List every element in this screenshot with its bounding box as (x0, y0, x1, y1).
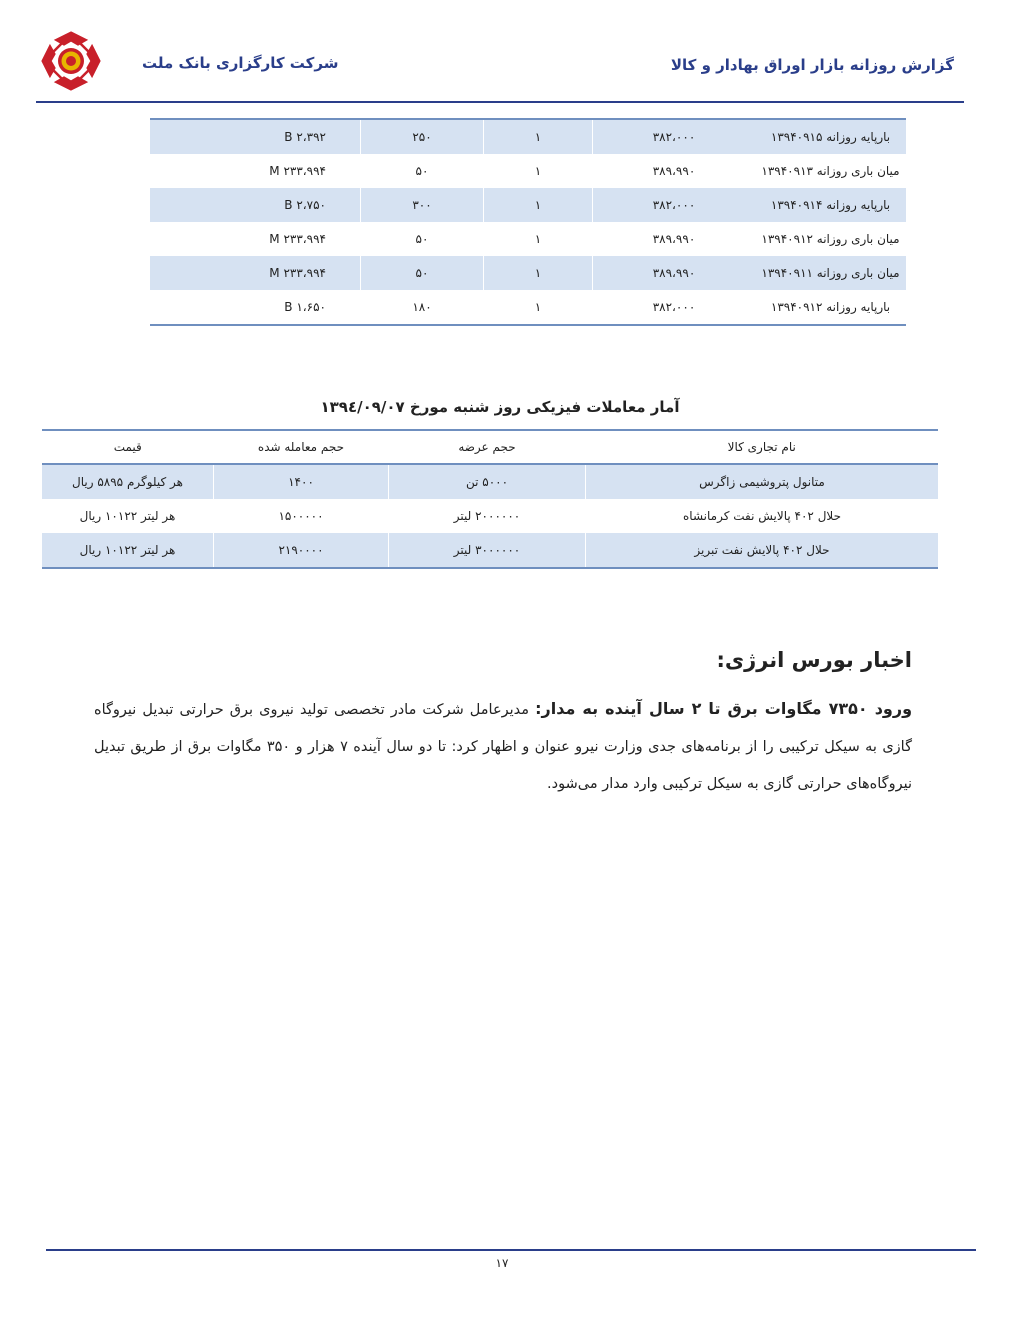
price-cell: ۳۸۹،۹۹۰ (593, 222, 756, 256)
physical-trades-table (42, 429, 938, 569)
volume-cell: ۵۰ (361, 154, 484, 188)
footer-divider (46, 1249, 976, 1251)
header-commodity-name: نام تجاری کالا (586, 430, 939, 464)
contract-name-cell: میان باری روزانه ۱۳۹۴۰۹۱۳ (761, 164, 900, 178)
commodity-name-cell: حلال ۴۰۲ پالایش نفت کرمانشاه (683, 509, 841, 523)
table-row (150, 222, 906, 256)
traded-volume-cell: ۲۱۹۰۰۰۰ (214, 533, 389, 568)
company-name: شرکت کارگزاری بانک ملت (142, 54, 339, 72)
count-cell: ۱ (484, 188, 593, 222)
news-lead: ورود ۷۳۵۰ مگاوات برق تا ۲ سال آینده به مدار: (535, 699, 913, 718)
header-divider (36, 101, 964, 103)
price-cell: ۳۸۲،۰۰۰ (593, 188, 756, 222)
traded-volume-cell: ۱۵۰۰۰۰۰ (214, 499, 389, 533)
table-row (150, 256, 906, 290)
volume-cell: ۲۵۰ (361, 119, 484, 154)
price-cell: ۳۸۲،۰۰۰ (593, 290, 756, 325)
price-cell: ۳۸۹،۹۹۰ (593, 256, 756, 290)
count-cell: ۱ (484, 290, 593, 325)
table-row (42, 464, 938, 499)
table-row (150, 119, 906, 154)
price-cell: هر کیلوگرم ۵۸۹۵ ریال (42, 464, 214, 499)
energy-news-paragraph (94, 690, 912, 803)
physical-trades-title: آمار معاملات فیزیکی روز شنبه مورخ ۱۳۹٤/۰۹/۰۷ (320, 398, 680, 416)
price-cell: هر لیتر ۱۰۱۲۲ ریال (42, 533, 214, 568)
table-row (150, 154, 906, 188)
volume-cell: ۳۰۰ (361, 188, 484, 222)
header-offer-volume: حجم عرضه (389, 430, 586, 464)
energy-news-heading: اخبار بورس انرژی: (716, 648, 912, 672)
count-cell: ۱ (484, 222, 593, 256)
volume-cell: ۱۸۰ (361, 290, 484, 325)
header-traded-volume: حجم معامله شده (214, 430, 389, 464)
table-row (42, 533, 938, 568)
price-cell: ۳۸۹،۹۹۰ (593, 154, 756, 188)
value-cell: ۱،۶۵۰ B (150, 290, 361, 325)
value-cell: ۲،۷۵۰ B (150, 188, 361, 222)
offer-volume-cell: ۵۰۰۰ تن (389, 464, 586, 499)
contract-name-cell: میان باری روزانه ۱۳۹۴۰۹۱۱ (755, 256, 906, 290)
electricity-trades-table (150, 118, 906, 326)
contract-name-cell: میان باری روزانه ۱۳۹۴۰۹۱۲ (761, 232, 900, 246)
page-number: ۱۷ (495, 1256, 509, 1270)
count-cell: ۱ (484, 119, 593, 154)
commodity-name-cell: متانول پتروشیمی زاگرس (586, 464, 939, 499)
table-row (150, 188, 906, 222)
count-cell: ۱ (484, 256, 593, 290)
report-title: گزارش روزانه بازار اوراق بهادار و کالا (670, 56, 954, 74)
news-body-text: مدیرعامل شرکت مادر تخصصی تولید نیروی برق حرارتی تبدیل نیروگاه گازی به سیکل ترکیبی را از برنامه‌های جدی وزارت نیرو عنوان و اظهار کرد: تا دو سال آینده ۷ هزار و ۳۵۰ مگاوات برق از طریق تبدیل نیروگاه‌های حرارتی گازی به سیکل ترکیبی وارد مدار می‌شود. (94, 702, 912, 792)
value-cell: ۲،۳۹۲ B (150, 119, 361, 154)
commodity-name-cell: حلال ۴۰۲ پالایش نفت تبریز (586, 533, 939, 568)
contract-name-cell: بارپایه روزانه ۱۳۹۴۰۹۱۲ (755, 290, 906, 325)
offer-volume-cell: ۳۰۰۰۰۰۰ لیتر (389, 533, 586, 568)
header-price: قیمت (42, 430, 214, 464)
volume-cell: ۵۰ (361, 256, 484, 290)
price-cell: ۳۸۲،۰۰۰ (593, 119, 756, 154)
value-cell: ۲۳۳،۹۹۴ M (269, 164, 326, 178)
volume-cell: ۵۰ (361, 222, 484, 256)
contract-name-cell: بارپایه روزانه ۱۳۹۴۰۹۱۵ (755, 119, 906, 154)
count-cell: ۱ (484, 154, 593, 188)
bank-mellat-logo-icon (40, 30, 102, 92)
table-header-row (42, 430, 938, 464)
traded-volume-cell: ۱۴۰۰ (214, 464, 389, 499)
table-row (42, 499, 938, 533)
value-cell: ۲۳۳،۹۹۴ M (269, 232, 326, 246)
contract-name-cell: بارپایه روزانه ۱۳۹۴۰۹۱۴ (755, 188, 906, 222)
value-cell: ۲۳۳،۹۹۴ M (150, 256, 361, 290)
table-row (150, 290, 906, 325)
offer-volume-cell: ۲۰۰۰۰۰۰ لیتر (389, 499, 586, 533)
price-cell: هر لیتر ۱۰۱۲۲ ریال (42, 499, 214, 533)
